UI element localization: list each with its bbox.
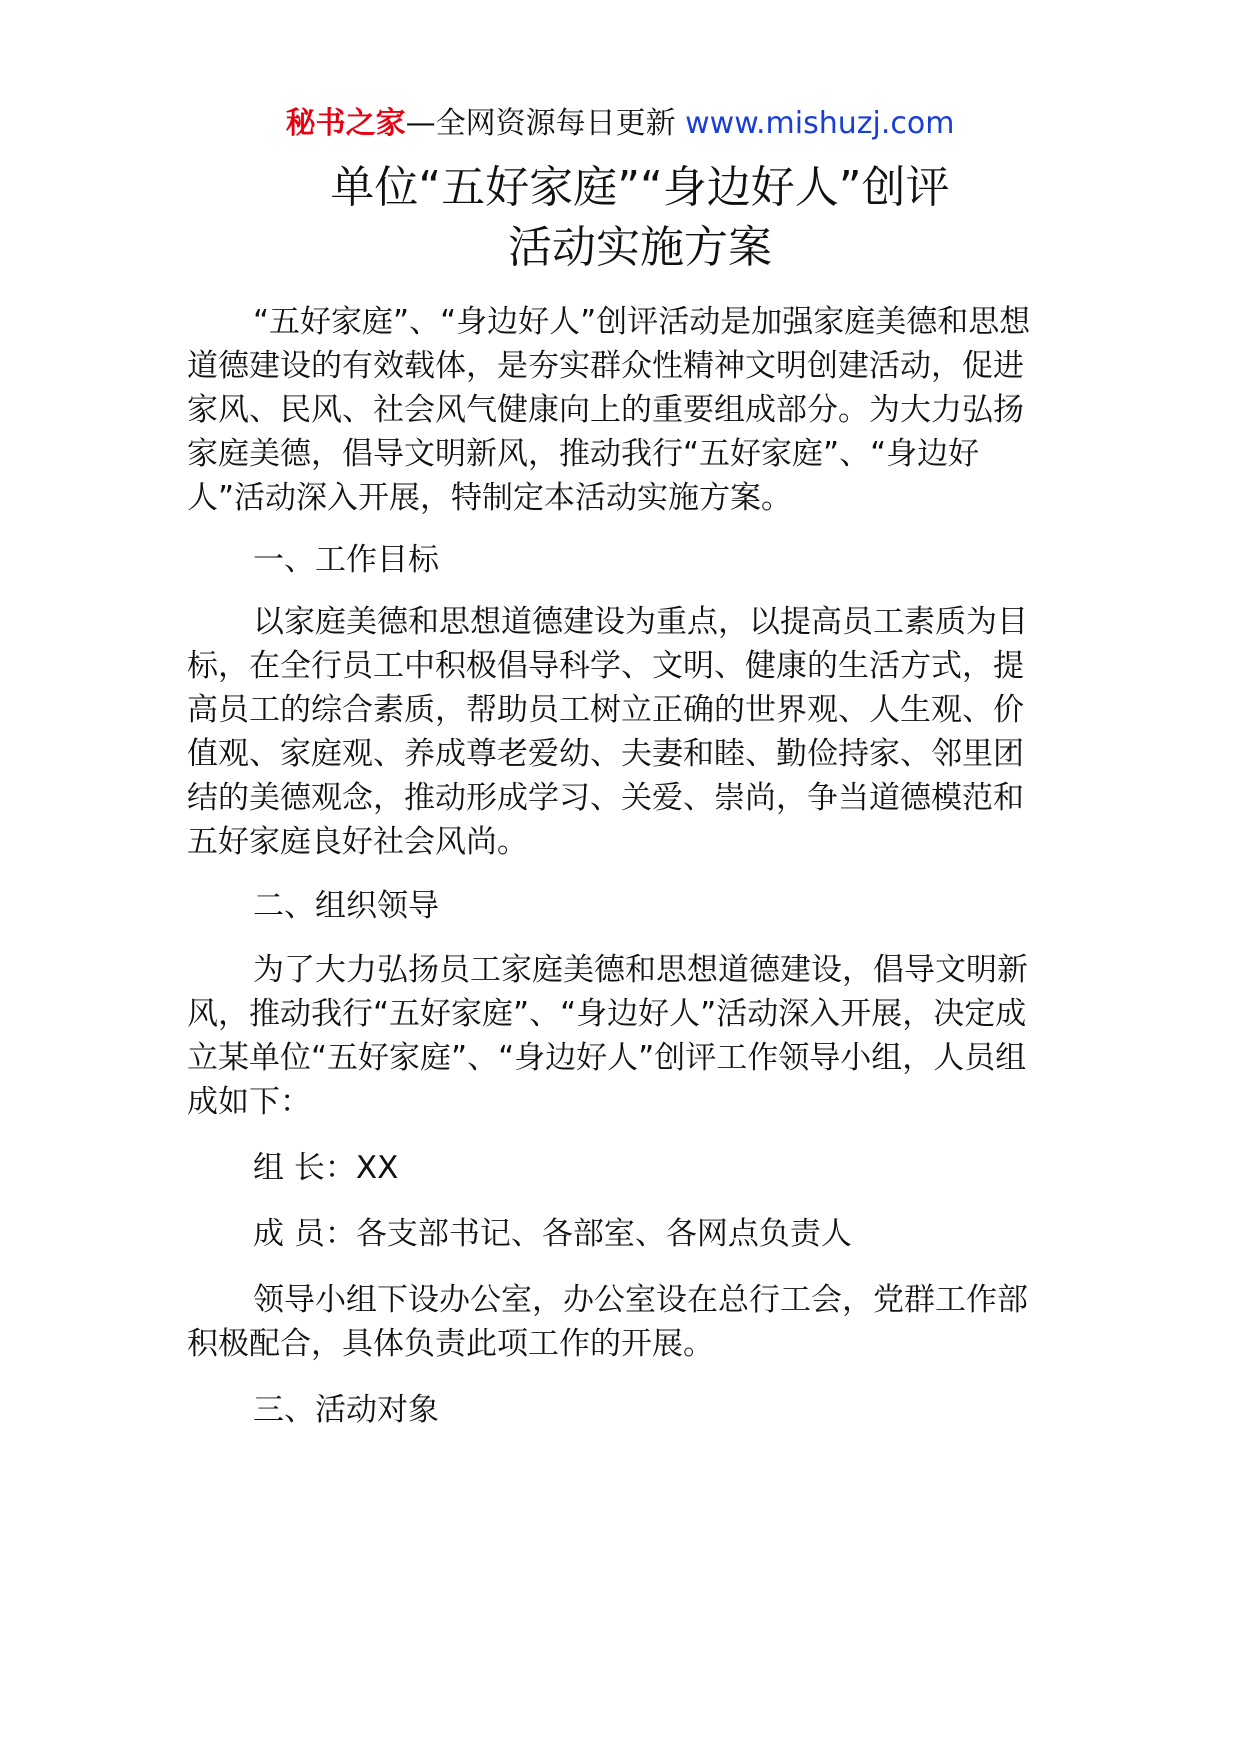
section-heading-participants: 三、活动对象 bbox=[253, 1392, 439, 1428]
group-members-line: 成 员：各支部书记、各部室、各网点负责人 bbox=[253, 1216, 852, 1252]
intro-paragraph: “五好家庭”、“身边好人”创评活动是加强家庭美德和思想道德建设的有效载体，是夯实群众性精神文明创建活动，促进家风、民风、社会风气健康向上的重要组成部分。为大力弘扬家庭美德，倡导文明新风，推动我行“五好家庭”、“身边好人”活动深入开展，特制定本活动实施方案。 bbox=[187, 304, 1031, 516]
group-leader-line: 组 长：XX bbox=[253, 1150, 399, 1186]
title-line-1: 单位“五好家庭”“身边好人”创评 bbox=[330, 162, 950, 213]
brand-name: 秘书之家 bbox=[285, 106, 406, 141]
banner-tagline: —全网资源每日更新 bbox=[405, 106, 686, 141]
title-line-2: 活动实施方案 bbox=[508, 222, 772, 273]
section-heading-goals: 一、工作目标 bbox=[253, 542, 439, 578]
section-heading-leadership: 二、组织领导 bbox=[253, 888, 439, 924]
leadership-paragraph: 为了大力弘扬员工家庭美德和思想道德建设，倡导文明新风，推动我行“五好家庭”、“身边好人”活动深入开展，决定成立某单位“五好家庭”、“身边好人”创评工作领导小组，人员组成如下： bbox=[187, 952, 1028, 1120]
document-title bbox=[190, 158, 1090, 278]
site-banner bbox=[0, 104, 1240, 144]
goals-paragraph: 以家庭美德和思想道德建设为重点，以提高员工素质为目标，在全行员工中积极倡导科学、文明、健康的生活方式，提高员工的综合素质，帮助员工树立正确的世界观、人生观、价值观、家庭观、养成尊老爱幼、夫妻和睦、勤俭持家、邻里团结的美德观念，推动形成学习、关爱、崇尚，争当道德模范和五好家庭良好社会风尚。 bbox=[187, 604, 1028, 860]
site-url-link[interactable]: www.mishuzj.com bbox=[685, 106, 955, 141]
office-paragraph: 领导小组下设办公室，办公室设在总行工会，党群工作部积极配合，具体负责此项工作的开展。 bbox=[187, 1282, 1028, 1362]
document-body bbox=[187, 300, 1037, 1432]
